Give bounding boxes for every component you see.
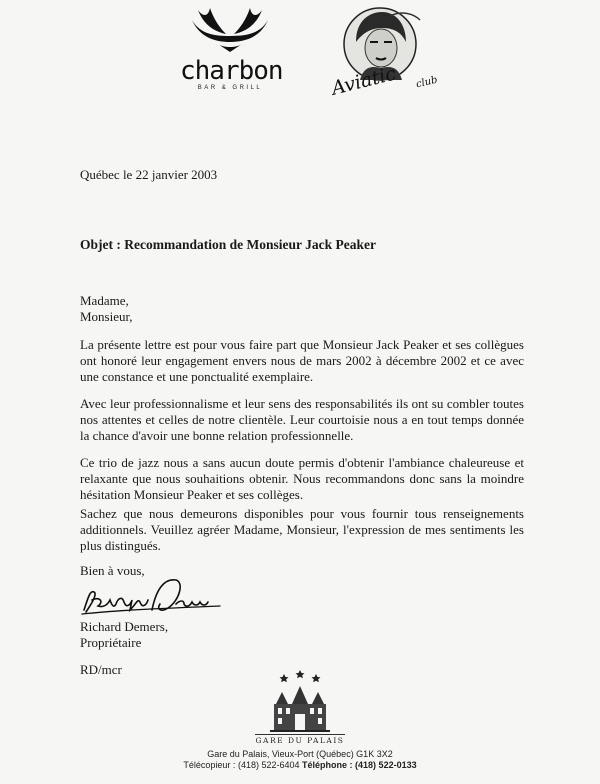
reference-initials: RD/mcr [80, 662, 122, 677]
paragraph-3: Ce trio de jazz nous a sans aucun doute permis d'obtenir l'ambiance chaleureuse et relaxante que nous souhaitions obtenir. Nous recommandons donc sans la moindre hésitation Monsieur Peaker et ses collèges. [80, 455, 524, 502]
gare-du-palais-building-icon [268, 670, 332, 736]
salutation-madame: Madame, [80, 293, 129, 308]
footer-divider [255, 734, 345, 735]
closing: Bien à vous, [80, 563, 145, 578]
phone-label: Téléphone : [302, 760, 353, 770]
charbon-tagline: BAR & GRILL [197, 85, 263, 91]
signer-title: Propriétaire [80, 635, 142, 650]
handwritten-signature [80, 570, 230, 620]
charbon-wordmark: charbon [180, 56, 283, 86]
salutation-monsieur: Monsieur, [80, 309, 133, 324]
aviatic-wordmark: Aviatic [329, 62, 399, 100]
letter-date: Québec le 22 janvier 2003 [80, 167, 218, 182]
phone-number: (418) 522-0133 [355, 760, 417, 770]
signer-name: Richard Demers, [80, 619, 169, 634]
paragraph-4: Sachez que nous demeurons disponibles pour vous fournir tous renseignements additionnels. Veuillez agréer Madame, Monsieur, l'expression de mes sentiments les plus distingués. [80, 506, 524, 553]
fax-label: Télécopieur : [183, 760, 236, 770]
paragraph-1: La présente lettre est pour vous faire part que Monsieur Jack Peaker et ses collègues ont honoré leur engagement envers nous de mars 2002 à décembre 2002 et ce avec une constance et une ponctualité exemplaire. [80, 337, 524, 384]
salutation [80, 293, 133, 325]
fax-number: (418) 522-6404 [237, 760, 300, 770]
letter-subject: Objet : Recommandation de Monsieur Jack Peaker [80, 237, 376, 252]
signer-block [80, 619, 168, 651]
aviatic-club-logo [329, 2, 439, 112]
charbon-logo [180, 4, 283, 108]
paragraph-2: Avec leur professionnalisme et leur sens des responsabilités ils ont su combler toutes nos attentes et celles de notre clientèle. Leur courtoisie nous a en tout temps donnée la chance d'avoir une bonne relation professionnelle. [80, 396, 524, 443]
venue-address: Gare du Palais, Vieux-Port (Québec) G1K 3X2 [207, 749, 393, 759]
venue-contact [150, 760, 450, 771]
venue-name: GARE DU PALAIS [255, 736, 345, 745]
charbon-bird-icon [190, 4, 270, 56]
aviatic-club-suffix: club [414, 74, 439, 91]
